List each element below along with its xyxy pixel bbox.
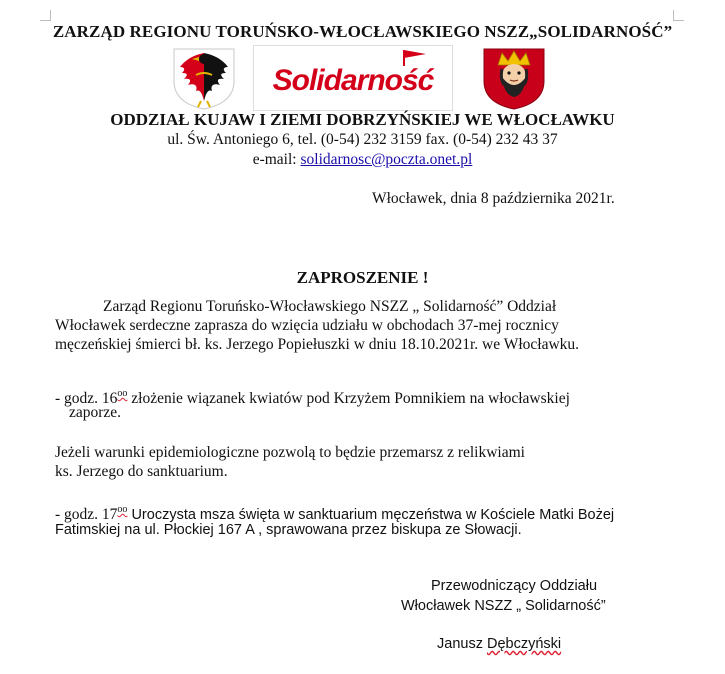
signature-role: Przewodniczący Oddziału [431,578,598,594]
item1-continuation: zaporze. [69,404,122,421]
item1-time: - godz. 16 [55,390,118,407]
address-line: ul. Św. Antoniego 6, tel. (0-54) 232 3159 fax. (0-54) 232 43 37 [167,131,558,148]
branch-title: ODDZIAŁ KUJAW I ZIEMI DOBRZYŃSKIEJ WE WŁOCŁAWKU [110,110,615,129]
invitation-heading: ZAPROSZENIE ! [296,268,429,287]
email-line [0,151,725,169]
eagle-coat-of-arms-icon [168,45,240,111]
email-label: e-mail: [252,151,301,168]
king-coat-of-arms-icon [478,45,550,111]
intro-line-2: Włocławek serdeczne zaprasza do wzięcia udziału w obchodach 37-mej rocznicy [55,317,559,334]
email-link[interactable]: solidarnosc@poczta.onet.pl [300,151,473,168]
document-date: Włocławek, dnia 8 października 2021r. [372,190,615,207]
item1-minutes: oo [117,388,128,399]
intro-line-3: męczeńskiej śmierci bł. ks. Jerzego Popiełuszki w dniu 18.10.2021r. we Włocławku. [55,336,580,353]
signature-first-name: Janusz [437,636,487,652]
intro-line-1: Zarząd Regionu Toruńsko-Włocławskiego NSZZ „ Solidarność” Oddział [103,298,557,315]
signature-organization: Włocławek NSZZ „ Solidarność” [401,598,606,614]
signature-last-name: Dębczyński [486,636,562,652]
item2-line-1: Uroczysta msza święta w sanktuarium męczeństwa w Kościele Matki Bożej [127,507,615,523]
page-corner-marker-left [40,10,51,21]
item1-text: złożenie wiązanek kwiatów pod Krzyżem Pomnikiem na włocławskiej [127,390,570,407]
schedule-item-1 [55,384,570,408]
item2-line-2: Fatimskiej na ul. Płockiej 167 A , sprawowana przez biskupa ze Słowacji. [55,522,522,538]
page-corner-marker-right [673,10,684,21]
solidarnosc-logo [253,45,453,111]
signature-name [437,634,561,654]
item2-minutes: oo [117,504,128,515]
epidemic-note-line-1: Jeżeli warunki epidemiologiczne pozwolą to będzie przemarsz z relikwiami [55,444,525,461]
organization-title: ZARZĄD REGIONU TORUŃSKO-WŁOCŁAWSKIEGO NSZZ„SOLIDARNOŚĆ” [52,22,673,41]
item2-time: - godz. 17 [55,506,118,523]
solidarnosc-logo-text: Solidarność [272,64,434,97]
epidemic-note-line-2: ks. Jerzego do sanktuarium. [55,463,228,480]
